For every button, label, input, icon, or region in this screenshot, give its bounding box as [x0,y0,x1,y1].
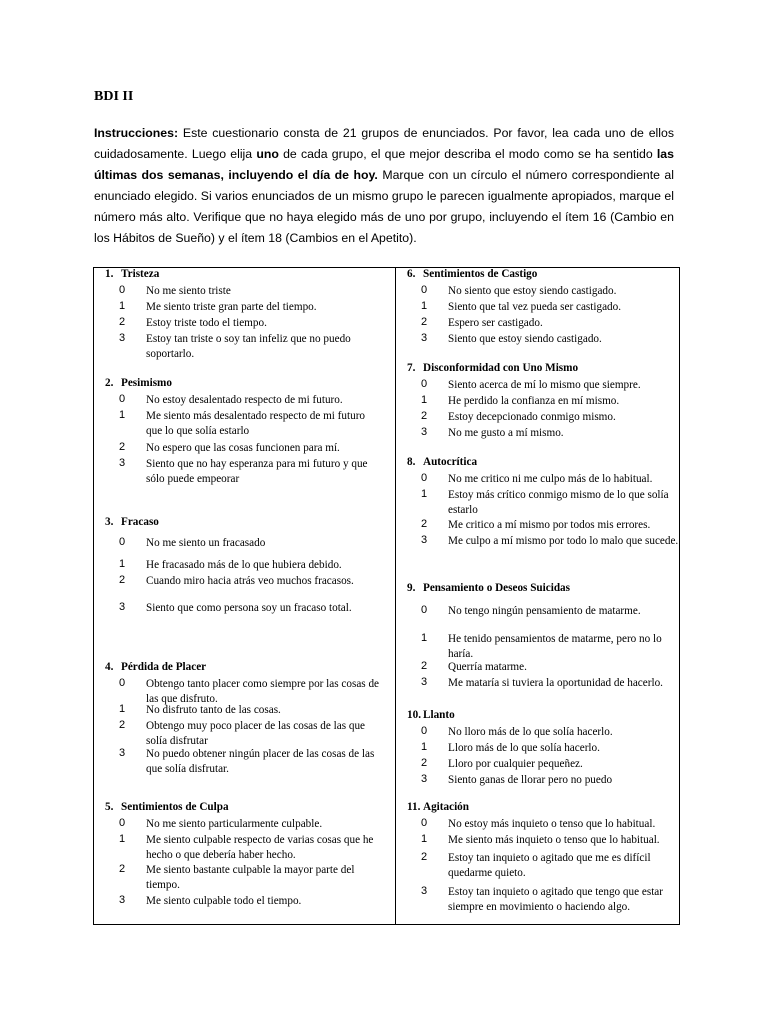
item-number: 10. [407,709,421,721]
instructions-label: Instrucciones: [94,126,179,140]
item-number: 1. [105,268,114,280]
option-score[interactable]: 0 [421,378,428,390]
option-score[interactable]: 1 [421,833,428,845]
option-score[interactable]: 1 [119,409,126,421]
option-score[interactable]: 1 [119,703,126,715]
item-title-text: Autocrítica [423,456,478,468]
item-title [105,661,206,673]
option-text: Lloro más de lo que solía hacerlo. [448,742,600,754]
instructions-paragraph [94,123,674,249]
option-text: Cuando miro hacia atrás veo muchos fracasos. [146,575,354,587]
option-text: Me siento más inquieto o tenso que lo habitual. [448,834,660,846]
item-number: 11. [407,801,421,813]
option-text: Estoy más crítico conmigo mismo de lo que solía estarlo [448,489,669,516]
option-score[interactable]: 2 [421,518,428,530]
option-score[interactable]: 0 [119,284,126,296]
option-score[interactable]: 3 [421,773,428,785]
option-text: He perdido la confianza en mí mismo. [448,395,620,407]
item-title-text: Disconformidad con Uno Mismo [423,362,579,374]
item-title [407,362,578,374]
option-text: Siento que como persona soy un fracaso total. [146,602,352,614]
option-score[interactable]: 0 [421,284,428,296]
option-text: Estoy tan triste o soy tan infeliz que no puedo soportarlo. [146,333,351,360]
option-score[interactable]: 0 [119,817,126,829]
option-text: No siento que estoy siendo castigado. [448,285,617,297]
option-text: No puedo obtener ningún placer de las cosas de las que solía disfrutar. [146,748,375,775]
option-text: No me gusto a mí mismo. [448,427,564,439]
option-score[interactable]: 2 [421,410,428,422]
option-text: Siento ganas de llorar pero no puedo [448,774,613,786]
option-score[interactable]: 0 [421,604,428,616]
option-score[interactable]: 2 [119,316,126,328]
item-number: 9. [407,582,416,594]
option-text: Me culpo a mí mismo por todo lo malo que sucede. [448,535,679,547]
option-text: Me siento culpable respecto de varias cosas que he hecho o que debería haber hecho. [146,834,374,861]
option-text: Siento que tal vez pueda ser castigado. [448,301,622,313]
option-score[interactable]: 0 [119,677,126,689]
option-score[interactable]: 3 [119,894,126,906]
item-title [407,456,477,468]
option-text: No disfruto tanto de las cosas. [146,704,281,716]
item-number: 4. [105,661,114,673]
option-text: No me critico ni me culpo más de lo habitual. [448,473,653,485]
option-score[interactable]: 1 [421,741,428,753]
option-text: No me siento un fracasado [146,537,266,549]
option-text: Obtengo tanto placer como siempre por las cosas de las que disfruto. [146,678,379,705]
option-score[interactable]: 2 [119,863,126,875]
item-title-text: Pensamiento o Deseos Suicidas [423,582,570,594]
instructions-text-3: Marque con un círculo el número correspondiente al enunciado elegido. Si varios enunciados de un mismo grupo le parecen igualmente apropiados, marque el número más alto. Verifique que no haya elegido más de uno por grupo, incluyendo el ítem 16 (Cambio en los Hábitos de Sueño) y el ítem 18 (Cambios en el Apetito). [94,168,674,245]
option-text: Me siento bastante culpable la mayor parte del tiempo. [146,864,355,891]
option-score[interactable]: 0 [119,393,126,405]
item-title-text: Tristeza [121,268,160,280]
option-text: Me siento más desalentado respecto de mi futuro que lo que solía estarlo [146,410,366,437]
option-text: Siento que estoy siendo castigado. [448,333,602,345]
item-title-text: Sentimientos de Castigo [423,268,538,280]
option-score[interactable]: 2 [421,757,428,769]
option-score[interactable]: 1 [119,833,126,845]
item-title-text: Pesimismo [121,377,172,389]
option-text: He tenido pensamientos de matarme, pero no lo haría. [448,633,662,660]
option-text: No me siento particularmente culpable. [146,818,323,830]
option-score[interactable]: 3 [119,332,126,344]
option-score[interactable]: 1 [421,632,428,644]
option-score[interactable]: 3 [119,601,126,613]
option-score[interactable]: 3 [421,332,428,344]
item-title [407,268,537,280]
option-score[interactable]: 3 [119,457,126,469]
item-title-text: Llanto [423,709,455,721]
item-title [105,377,172,389]
option-score[interactable]: 2 [119,441,126,453]
option-score[interactable]: 0 [421,817,428,829]
option-text: No estoy desalentado respecto de mi futuro. [146,394,343,406]
item-title-text: Pérdida de Placer [121,661,207,673]
option-score[interactable]: 3 [421,676,428,688]
item-title [407,801,469,813]
option-score[interactable]: 2 [421,851,428,863]
option-score[interactable]: 2 [421,316,428,328]
instructions-bold-1: uno [256,147,279,161]
option-score[interactable]: 2 [119,574,126,586]
option-score[interactable]: 2 [119,719,126,731]
option-score[interactable]: 0 [119,536,126,548]
option-text: Estoy tan inquieto o agitado que tengo que estar siempre en movimiento o haciendo algo. [448,886,663,913]
option-text: No espero que las cosas funcionen para mí. [146,442,340,454]
option-text: Estoy decepcionado conmigo mismo. [448,411,616,423]
item-number: 5. [105,801,114,813]
item-number: 3. [105,516,114,528]
item-title-text: Fracaso [121,516,159,528]
option-score[interactable]: 3 [421,534,428,546]
option-text: Obtengo muy poco placer de las cosas de las que solía disfrutar [146,720,366,747]
option-text: Lloro por cualquier pequeñez. [448,758,583,770]
column-divider [395,267,396,925]
instructions-text-2: de cada grupo, el que mejor describa el modo como se ha sentido [278,147,657,161]
item-title [407,582,570,594]
option-text: Estoy tan inquieto o agitado que me es difícil quedarme quieto. [448,852,651,879]
option-score[interactable]: 3 [119,747,126,759]
option-text: He fracasado más de lo que hubiera debido. [146,559,342,571]
item-number: 7. [407,362,416,374]
item-number: 2. [105,377,114,389]
option-score[interactable]: 0 [421,472,428,484]
item-title-text: Sentimientos de Culpa [121,801,229,813]
item-title [407,709,455,721]
item-title [105,801,229,813]
item-title [105,516,159,528]
instructions-bold-2: las últimas dos semanas, incluyendo el día de hoy. [94,147,674,182]
item-title-text: Agitación [423,801,469,813]
option-text: Siento acerca de mí lo mismo que siempre. [448,379,641,391]
option-text: Espero ser castigado. [448,317,543,329]
instructions-text-1: Este cuestionario consta de 21 grupos de enunciados. Por favor, lea cada uno de ellos cuidadosamente. Luego elija [94,126,674,161]
item-number: 8. [407,456,416,468]
option-score[interactable]: 1 [421,488,428,500]
option-text: No lloro más de lo que solía hacerlo. [448,726,613,738]
option-score[interactable]: 0 [421,725,428,737]
option-text: No estoy más inquieto o tenso que lo habitual. [448,818,656,830]
item-title [105,268,159,280]
option-text: No tengo ningún pensamiento de matarme. [448,605,641,617]
option-score[interactable]: 3 [421,885,428,897]
option-text: Querría matarme. [448,661,527,673]
option-text: Me siento culpable todo el tiempo. [146,895,302,907]
option-text: Me mataría si tuviera la oportunidad de hacerlo. [448,677,663,689]
option-score[interactable]: 1 [119,300,126,312]
document-title: BDI II [94,89,134,104]
option-score[interactable]: 1 [119,558,126,570]
item-number: 6. [407,268,416,280]
option-score[interactable]: 1 [421,394,428,406]
option-text: Me critico a mí mismo por todos mis errores. [448,519,651,531]
option-score[interactable]: 1 [421,300,428,312]
option-score[interactable]: 3 [421,426,428,438]
option-text: Estoy triste todo el tiempo. [146,317,267,329]
option-text: No me siento triste [146,285,231,297]
option-text: Siento que no hay esperanza para mi futuro y que sólo puede empeorar [146,458,368,485]
option-text: Me siento triste gran parte del tiempo. [146,301,317,313]
option-score[interactable]: 2 [421,660,428,672]
